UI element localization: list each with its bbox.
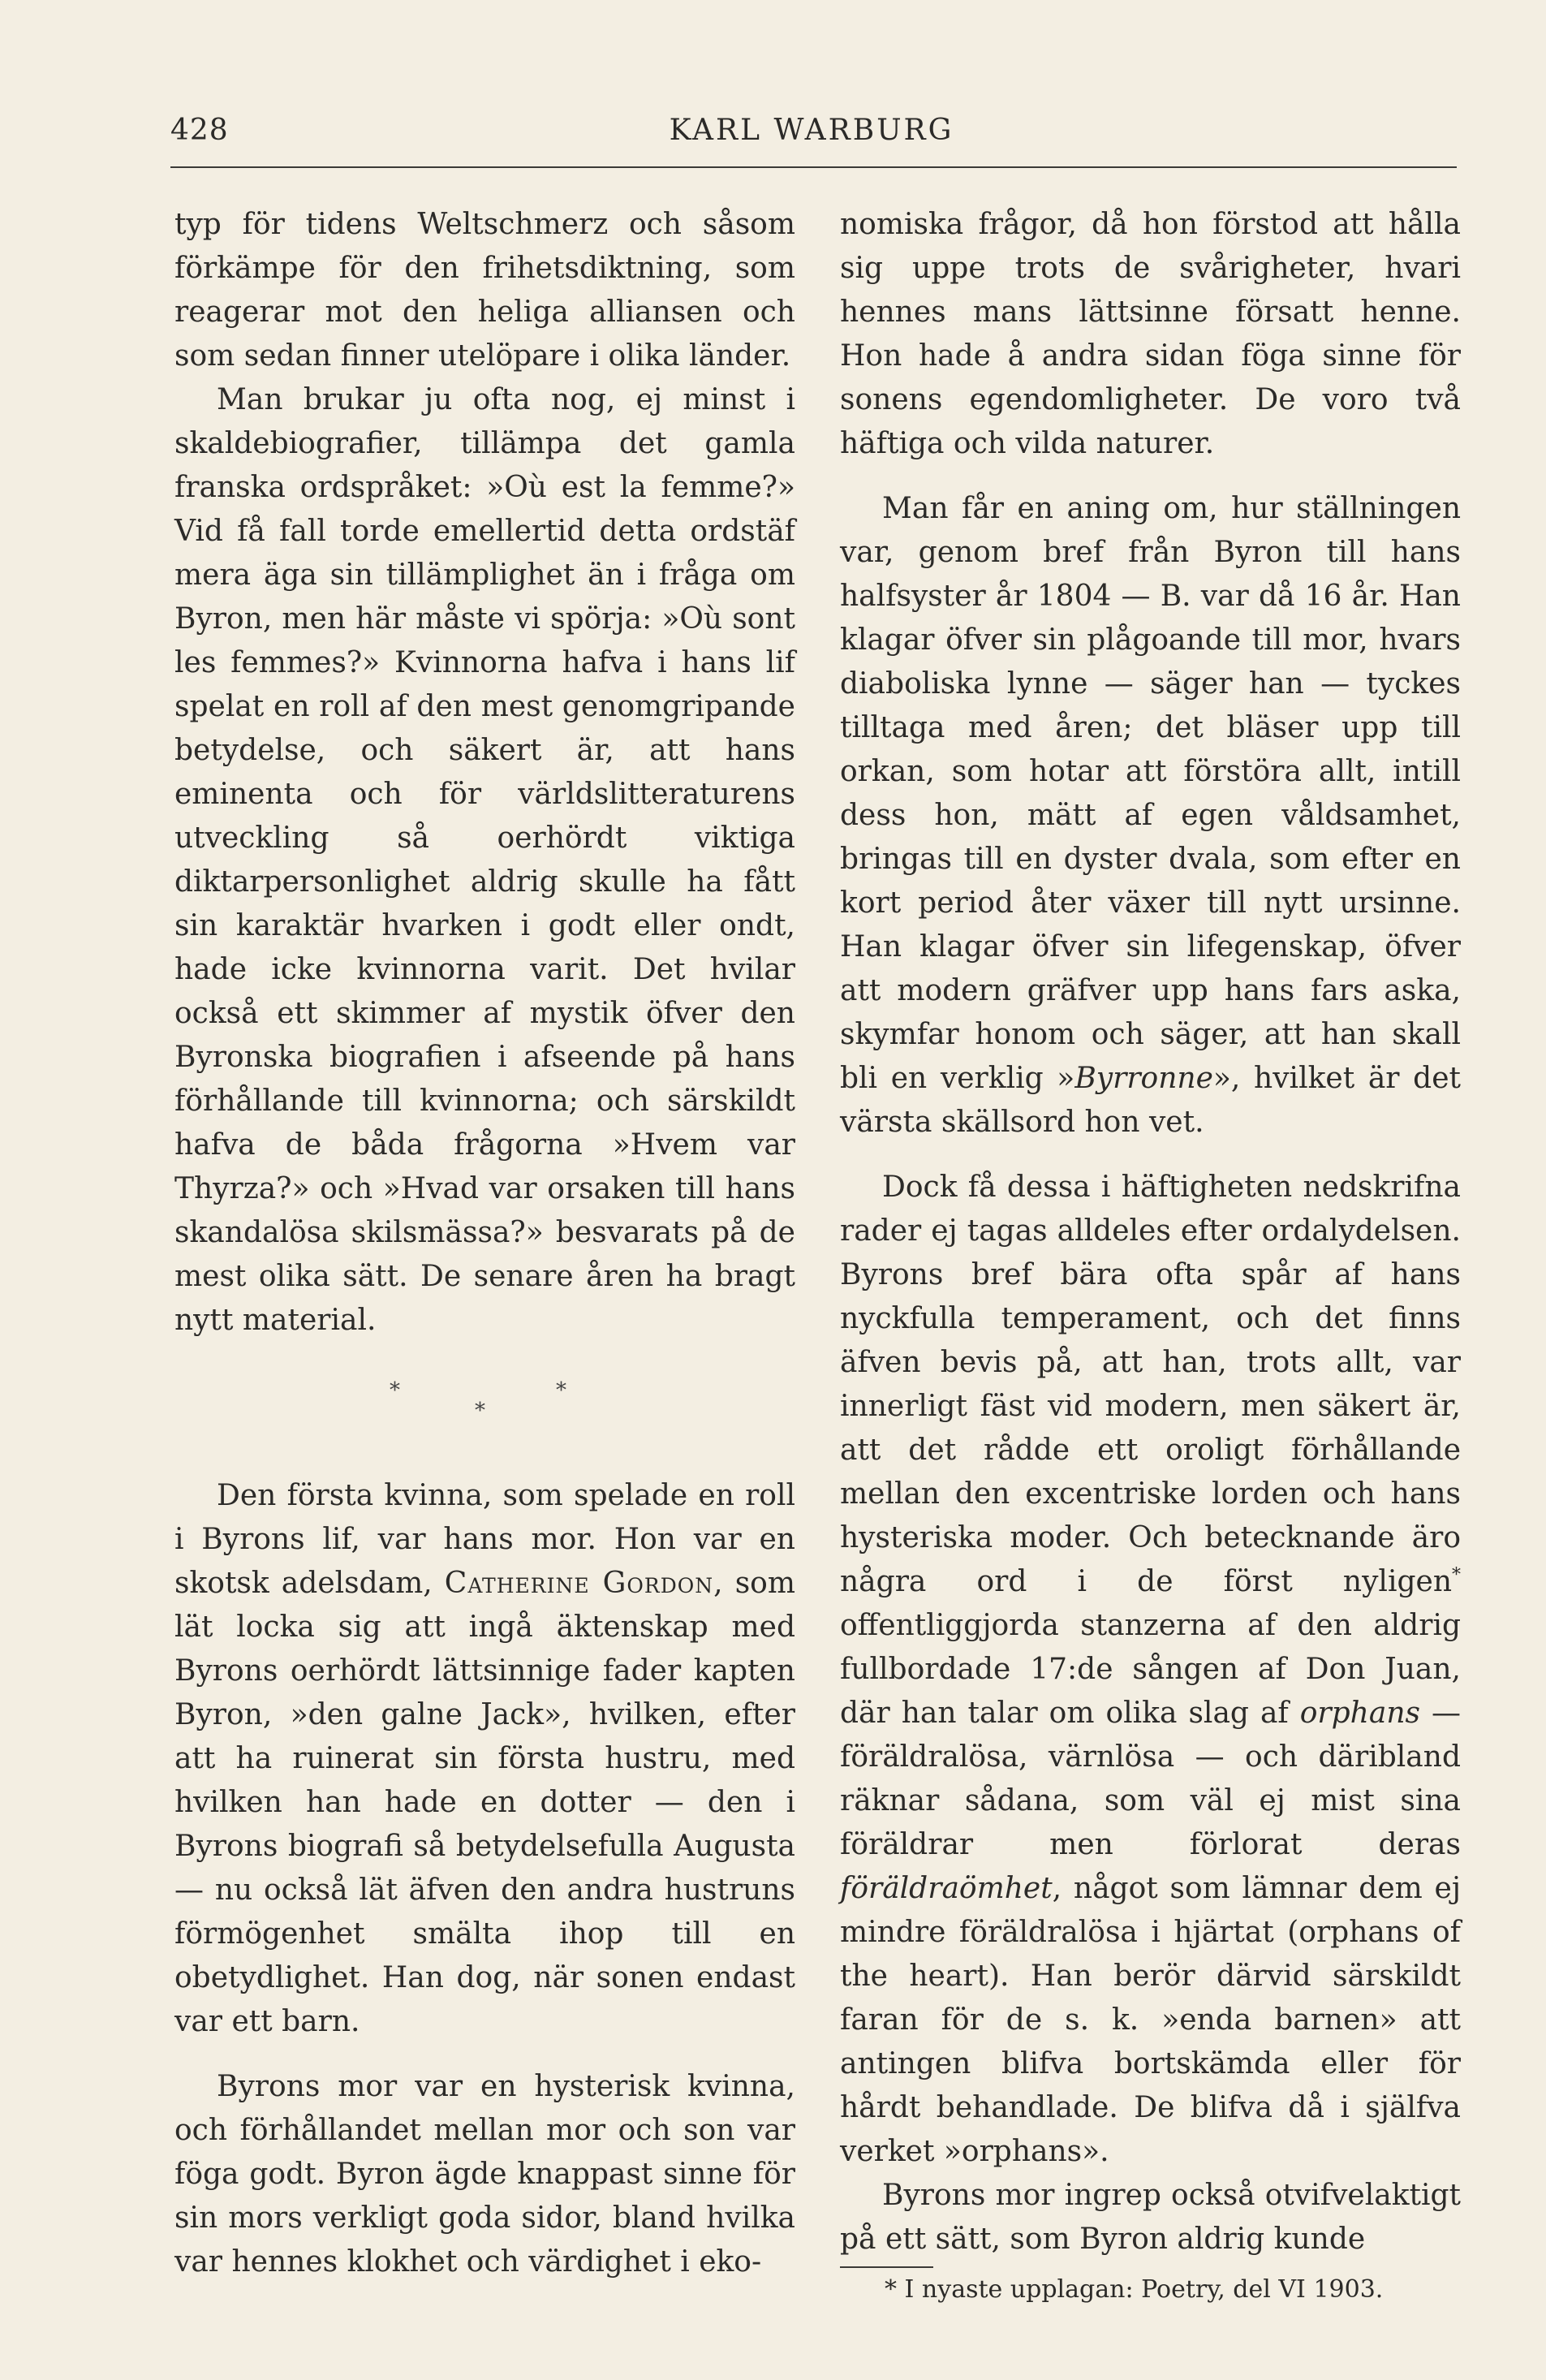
footnote: * I nyaste upplagan: Poetry, del VI 1903. xyxy=(885,2275,1384,2304)
separator-star: * xyxy=(475,1399,485,1423)
left-column xyxy=(174,203,795,2284)
italic-text: orphans xyxy=(1299,1697,1420,1730)
paragraph: Man brukar ju ofta nog, ej minst i skaldebiografier, tillämpa det gamla franska ordspråket: »Où est la femme?» Vid få fall torde emellertid detta ordstäf mera äga sin tillämplighet än i fråga om Byron, men här måste vi spörja: »Où sont les femmes?» Kvinnorna hafva i hans lif spelat en roll af den mest genomgripande betydelse, och säkert är, att hans eminenta och för världslitteraturens utveckling så oerhördt viktiga diktarpersonlighet aldrig skulle ha fått sin karaktär hvarken i godt eller ondt, hade icke kvinnorna varit. Det hvilar också ett skimmer af mystik öfver den Byronska biografien i afseende på hans förhållande till kvinnorna; och särskildt hafva de båda frågorna »Hvem var Thyrza?» och »Hvad var orsaken till hans skandalösa skilsmässa?» besvarats på de mest olika sätt. De senare åren ha bragt nytt material. xyxy=(174,383,795,1337)
running-head: KARL WARBURG xyxy=(669,114,954,147)
page-header xyxy=(170,114,1453,162)
header-rule xyxy=(170,166,1457,168)
text-run: — föräldralösa, värnlösa — och däribland räknar sådana, som väl ej mist sina föräldrar men förlorat deras xyxy=(840,1697,1461,1861)
paragraph xyxy=(840,487,1461,1145)
paragraph: Byrons mor var en hysterisk kvinna, och förhållandet mellan mor och son var föga godt. Byron ägde knappast sinne för sin mors verkligt goda sidor, bland hvilka var hennes klokhet och värdighet i eko- xyxy=(174,2070,795,2279)
text-run: , något som lämnar dem ej mindre föräldralösa i hjärtat (orphans of the heart). Han berör därvid särskildt faran för de s. k. »enda barnen» att antingen blifva bortskämda eller för hårdt behandlade. De blifva då i själfva verket »orphans». xyxy=(840,1872,1461,2168)
text-run: , som lät locka sig att ingå äktenskap med Byrons oerhördt lättsinnige fader kapten Byron, »den galne Jack», hvilken, efter att ha ruinerat sin första hustru, med hvilken han hade en dotter — den i Byrons biografi så betydelsefulla Augusta — nu också lät äfven den andra hustruns förmögenhet smälta ihop till en obetydlighet. Han dog, när sonen endast var ett barn. xyxy=(174,1567,795,2038)
page-number: 428 xyxy=(170,114,229,147)
text-run: Dock få dessa i häftigheten nedskrifna rader ej tagas alldeles efter ordalydelsen. Byrons bref bära ofta spår af hans nyckfulla temperament, och det finns äfven bevis på, att han, trots allt, var innerligt fäst vid modern, men säkert är, att det rådde ett oroligt förhållande mellan den excentriske lorden och hans hysteriska moder. Och betecknande äro några ord i de först nyligen xyxy=(840,1171,1461,1598)
paragraph xyxy=(174,1474,795,2044)
separator-star: * xyxy=(390,1378,400,1403)
italic-text: föräldraömhet xyxy=(840,1872,1053,1905)
paragraph: typ för tidens Weltschmerz och såsom förkämpe för den frihetsdiktning, som reagerar mot den heliga alliansen och som sedan finner utelöpare i olika länder. xyxy=(174,208,795,373)
paragraph: nomiska frågor, då hon förstod att hålla sig uppe trots de svårigheter, hvari hennes mans lättsinne försatt henne. Hon hade å andra sidan föga sinne för sonens egendomligheter. De voro två häftiga och vilda naturer. xyxy=(840,208,1461,460)
footnote-rule xyxy=(840,2266,933,2268)
separator-star: * xyxy=(556,1378,566,1403)
text-run: offentliggjorda stanzerna af den aldrig fullbordade 17:de sången af Don Juan, där han talar om olika slag af xyxy=(840,1609,1461,1730)
text-run: », hvilket är det värsta skällsord hon vet. xyxy=(840,1062,1461,1139)
paragraph: Byrons mor ingrep också otvifvelaktigt på ett sätt, som Byron aldrig kunde xyxy=(840,2179,1461,2256)
person-name: Catherine Gordon xyxy=(444,1567,714,1600)
italic-text: Byrronne xyxy=(1074,1062,1213,1095)
section-separator xyxy=(174,1352,795,1450)
right-column xyxy=(840,203,1461,2307)
text-run: Den första kvinna, som spelade en roll i Byrons lif, var hans mor. Hon var en skotsk adelsdam, xyxy=(174,1479,795,1600)
paragraph xyxy=(840,1166,1461,2174)
text-run: Man får en aning om, hur ställningen var, genom bref från Byron till hans halfsyster år 1804 — B. var då 16 år. Han klagar öfver sin plågoande till mor, hvars diaboliska lynne — säger han — tyckes tilltaga med åren; det bläser upp till orkan, som hotar att förstöra allt, intill dess hon, mätt af egen våldsamhet, bringas till en dyster dvala, som efter en kort period åter växer till nytt ursinne. Han klagar öfver sin lifegenskap, öfver att modern gräfver upp hans fars aska, skymfar honom och säger, att han skall bli en verklig » xyxy=(840,492,1461,1095)
footnote-mark: * xyxy=(1452,1565,1461,1585)
